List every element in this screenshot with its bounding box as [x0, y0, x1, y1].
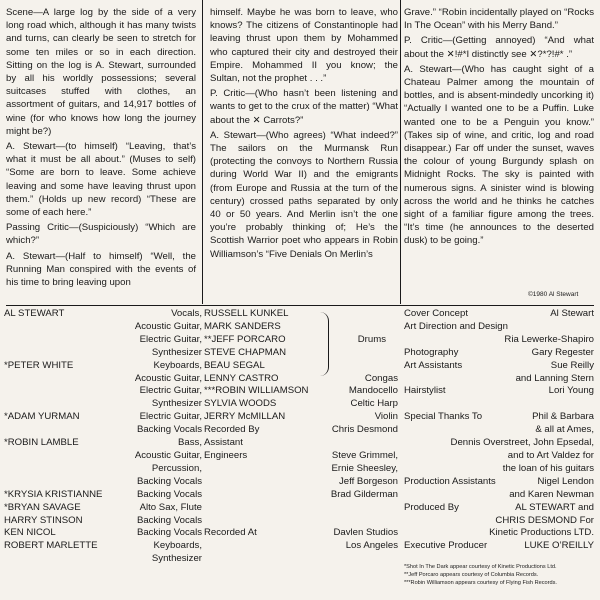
credit-role: Backing Vocals [136, 475, 202, 487]
credit-role: Davlen Studios [333, 527, 398, 539]
credit-name: *PETER WHITE [4, 359, 74, 371]
credit-role: LUKE O’REILLY [524, 540, 594, 552]
credit-row [204, 360, 398, 373]
credit-role: Lori Young [548, 385, 594, 397]
credit-row [204, 489, 398, 502]
credit-role: Kinetic Productions LTD. [489, 527, 594, 539]
credit-name: Production Assistants [404, 475, 496, 487]
credit-role: and Lanning Stern [515, 372, 594, 384]
credit-row [4, 540, 202, 553]
credit-row [204, 476, 398, 489]
credit-row [204, 411, 398, 424]
credit-name: AL STEWART [4, 308, 65, 319]
credit-row [204, 385, 398, 398]
story-column-1 [6, 6, 196, 291]
credit-row [404, 398, 594, 411]
credit-row [4, 450, 202, 463]
credit-name: Produced By [404, 501, 459, 513]
credit-role: Bass, [178, 437, 202, 449]
credit-name: MARK SANDERS [204, 320, 281, 332]
credit-name: SYLVIA WOODS [204, 398, 277, 410]
section-divider [6, 305, 594, 306]
credit-role: Acoustic Guitar, [134, 449, 202, 461]
footnote: ***Robin Williamson appears courtesy of Flying Fish Records. [404, 580, 557, 586]
credit-name: HARRY STINSON [4, 514, 83, 526]
credit-role: Los Angeles [345, 540, 398, 552]
credit-name [4, 347, 7, 360]
credit-row [204, 450, 398, 463]
credit-name [404, 463, 407, 476]
credit-name: *ROBIN LAMBLE [4, 437, 79, 449]
credit-name [404, 437, 407, 450]
credit-row [4, 398, 202, 411]
credit-row [404, 463, 594, 476]
credit-role: Backing Vocals [136, 514, 202, 526]
credit-name: KEN NICOL [4, 527, 56, 539]
credit-row [404, 411, 594, 424]
credit-row [204, 373, 398, 386]
credit-name [404, 515, 407, 528]
credit-row [404, 489, 594, 502]
credit-name: RUSSELL KUNKEL [204, 308, 289, 319]
footnote: **Jeff Porcaro appears courtesy of Columbia Records. [404, 572, 539, 578]
drums-brace [320, 312, 329, 376]
credit-row [4, 347, 202, 360]
credit-role: Drums [357, 333, 386, 345]
credit-role: Acoustic Guitar, [134, 320, 202, 332]
credit-role: Backing Vocals [136, 488, 202, 500]
credit-row [404, 437, 594, 450]
credit-row [204, 321, 398, 334]
credit-name: BEAU SEGAL [204, 359, 265, 371]
credit-role: Ria Lewerke-Shapiro [504, 333, 594, 345]
credit-row [4, 385, 202, 398]
credit-role: and to Art Valdez for [507, 449, 594, 461]
credit-row [4, 553, 202, 566]
credit-name [404, 424, 407, 437]
credit-role: Jeff Borgeson [338, 475, 398, 487]
footnotes [404, 563, 557, 587]
credit-role: Dennis Overstreet, John Epsedal, [450, 437, 594, 449]
credit-row [4, 411, 202, 424]
credit-row [404, 502, 594, 515]
credit-name [404, 450, 407, 463]
credit-name [4, 476, 7, 489]
credit-row [404, 527, 594, 540]
credit-role: Ernie Sheesley, [331, 462, 398, 474]
credit-role: Alto Sax, Flute [139, 501, 202, 513]
credit-row [4, 489, 202, 502]
credit-row [4, 527, 202, 540]
credit-role: Mandocello [348, 385, 398, 397]
credit-name: Recorded By [204, 424, 260, 436]
credit-row [4, 321, 202, 334]
credit-name [404, 373, 407, 386]
story-column-3 [404, 6, 594, 250]
credit-role: and Karen Newman [509, 488, 594, 500]
credit-row [4, 424, 202, 437]
credit-row [4, 334, 202, 347]
credit-role: & all at Ames, [535, 424, 594, 436]
story-paragraph: A. Stewart—(Half to himself) “Well, the Running Man conspired with the events of his time to bring leaving upon [6, 250, 196, 289]
credit-row [204, 334, 398, 347]
credit-role: Synthesizer [151, 553, 202, 565]
credit-name [4, 373, 7, 386]
story-paragraph: A. Stewart—(to himself) “Leaving, that’s what it must be all about.” (Muses to self) “Some are born to leave. Some achieve leaving and some have leaving thrust upon them.” (Holds up new record) “These are some of each here.” [6, 141, 196, 219]
footnote: *Shot In The Dark appear courtesy of Kinetic Productions Ltd. [404, 564, 557, 570]
credit-role: Synthesizer [151, 346, 202, 358]
credit-name [404, 398, 407, 411]
credit-name: Recorded At [204, 527, 257, 539]
credit-row [404, 385, 594, 398]
credit-role: Brad Gilderman [330, 488, 398, 500]
column-divider [400, 0, 401, 304]
credit-row [204, 308, 398, 321]
credit-role: Gary Regester [531, 346, 594, 358]
credit-role: Electric Guitar, [139, 385, 202, 397]
story-paragraph: P. Critic—(Who hasn’t been listening and wants to get to the crux of the matter) “What about the ✕ Carrots?” [210, 88, 398, 126]
credit-name [204, 463, 207, 476]
story-paragraph: himself. Maybe he was born to leave, who knows? The citizens of Constantinople had leaving thrust upon them by Mohammed who captured their city and destroyed their Empire. Mohammed II you know; the Sultan, not the prophet . . .” [210, 7, 398, 85]
credit-name: STEVE CHAPMAN [204, 346, 287, 358]
story-column-2 [210, 6, 398, 263]
credit-name [204, 476, 207, 489]
credit-row [404, 476, 594, 489]
credit-role: Percussion, [151, 462, 202, 474]
credits-column-1 [4, 308, 202, 566]
credit-row [4, 360, 202, 373]
credits-column-3 [404, 308, 594, 553]
story-paragraph: A. Stewart—(Who agrees) “What indeed?” The sailors on the Murmansk Run (protecting the convoys to Northern Russia during World War II) and the emigrants (from Europe and Russia at the turn of the century) crossed paths separated by only 40 or 50 years. And Merlin isn’t the one you’re probably thinking of; He’s the Scottish Warrior poet who appears in Robin Williamson’s “Five Denials On Merlin’s [210, 129, 398, 260]
credit-name [4, 463, 7, 476]
credit-row [4, 502, 202, 515]
credit-row [204, 515, 398, 528]
credit-role: Al Stewart [550, 308, 594, 319]
credit-row [4, 437, 202, 450]
credit-role: Sue Reilly [550, 359, 594, 371]
credit-name: Art Assistants [404, 359, 463, 371]
story-paragraph: Grave.” “Robin incidentally played on “Rocks In The Ocean” with his Merry Band.” [404, 7, 594, 32]
credit-name: Executive Producer [404, 540, 488, 552]
credit-name [404, 334, 407, 347]
credit-role: Electric Guitar, [139, 411, 202, 423]
credit-row [404, 540, 594, 553]
credit-role: Electric Guitar, [139, 333, 202, 345]
credit-role: Congas [364, 372, 398, 384]
credit-row [404, 321, 594, 334]
credit-role: Backing Vocals [136, 527, 202, 539]
credit-name [4, 450, 7, 463]
credit-name [4, 424, 7, 437]
credit-name: ***ROBIN WILLIAMSON [204, 385, 309, 397]
credit-name: **JEFF PORCARO [204, 333, 286, 345]
credit-role: Keyboards, [153, 359, 202, 371]
credit-row [404, 515, 594, 528]
credit-name: LENNY CASTRO [204, 372, 279, 384]
credit-row [4, 476, 202, 489]
credit-name: *KRYSIA KRISTIANNE [4, 488, 103, 500]
story-paragraph: A. Stewart—(Who has caught sight of a Chateau Palmer among the mountain of bottles, and is absent-mindedly uncorking it) “Actually I wanted one to be a Puffin. Luke wanted one to be a Penguin you know.” (Takes sip of wine, and critic, log and road disappear.) Far off under the sunset, waves the colour of young Burgundy splash on Midnight Rocks. The sky is painted with numerous signs. A sinister wind is blowing across the world and he thinks he catches sight of a familiar figure among the trees. “It’s time (he announces to the deserted dusk) to be going.” [404, 63, 594, 247]
credit-role: Chris Desmond [331, 424, 398, 436]
credit-row [404, 373, 594, 386]
credit-role: AL STEWART and [515, 501, 594, 513]
credit-name: Photography [404, 346, 459, 358]
credits-column-2 [204, 308, 398, 553]
credit-row [404, 450, 594, 463]
credit-name: Hairstylist [404, 385, 446, 397]
credit-role: CHRIS DESMOND For [495, 514, 594, 526]
credit-row [404, 334, 594, 347]
credit-role: Vocals, [171, 308, 202, 319]
credit-row [404, 347, 594, 360]
story-paragraph: Passing Critic—(Suspiciously) “Which are which?” [6, 222, 196, 247]
credit-role: Phil & Barbara [532, 411, 594, 423]
credit-name [4, 334, 7, 347]
credit-role: Steve Grimmel, [331, 449, 398, 461]
credit-name [4, 398, 7, 411]
credit-row [4, 463, 202, 476]
credit-name: Engineers [204, 449, 248, 461]
credit-row [204, 437, 398, 450]
credit-name: Assistant [204, 437, 243, 449]
credit-name [204, 489, 207, 502]
credit-row [204, 398, 398, 411]
credit-row [404, 424, 594, 437]
credit-role: Keyboards, [153, 540, 202, 552]
credit-row [204, 463, 398, 476]
credit-name [4, 385, 7, 398]
credit-name [4, 321, 7, 334]
credit-name: ROBERT MARLETTE [4, 540, 98, 552]
credit-role: Acoustic Guitar, [134, 372, 202, 384]
credit-name [204, 540, 207, 553]
credit-role: the loan of his guitars [502, 462, 594, 474]
copyright-notice: ©1980 Al Stewart [528, 291, 579, 298]
credit-row [4, 308, 202, 321]
credit-name: *ADAM YURMAN [4, 411, 80, 423]
credit-name [204, 502, 207, 515]
credit-name [404, 527, 407, 540]
credit-name: *BRYAN SAVAGE [4, 501, 81, 513]
credit-role: Celtic Harp [350, 398, 398, 410]
credit-role: Backing Vocals [136, 424, 202, 436]
credit-row [4, 515, 202, 528]
credit-row [404, 360, 594, 373]
credit-name: JERRY McMILLAN [204, 411, 286, 423]
credit-role: Violin [374, 411, 398, 423]
credit-name [204, 515, 207, 528]
credit-row [204, 527, 398, 540]
column-divider [202, 0, 203, 304]
credit-row [204, 424, 398, 437]
credit-name: Special Thanks To [404, 411, 483, 423]
credit-role: Synthesizer [151, 398, 202, 410]
credit-row [204, 502, 398, 515]
credit-row [404, 308, 594, 321]
credit-name [404, 489, 407, 502]
credit-name: Art Direction and Design [404, 320, 508, 332]
credit-row [4, 373, 202, 386]
credit-role: Nigel Lendon [537, 475, 594, 487]
credit-row [204, 540, 398, 553]
credit-name: Cover Concept [404, 308, 468, 319]
story-paragraph: P. Critic—(Getting annoyed) “And what about the ✕!#*I distinctly see ✕?*?!#* .” [404, 35, 594, 60]
story-paragraph: Scene—A large log by the side of a very long road which, although it has many twists and turns, can clearly be seen to stretch for some ten miles or so in each direction. Sitting on the log is A. Stewart, surrounded by all his worldly possessions; several suitcases stuffed with clothes, an assortment of guitars, and 14,917 bottles of wine (for who knows how long the journey might be?) [6, 7, 196, 137]
credit-name [4, 553, 7, 566]
credit-row [204, 347, 398, 360]
